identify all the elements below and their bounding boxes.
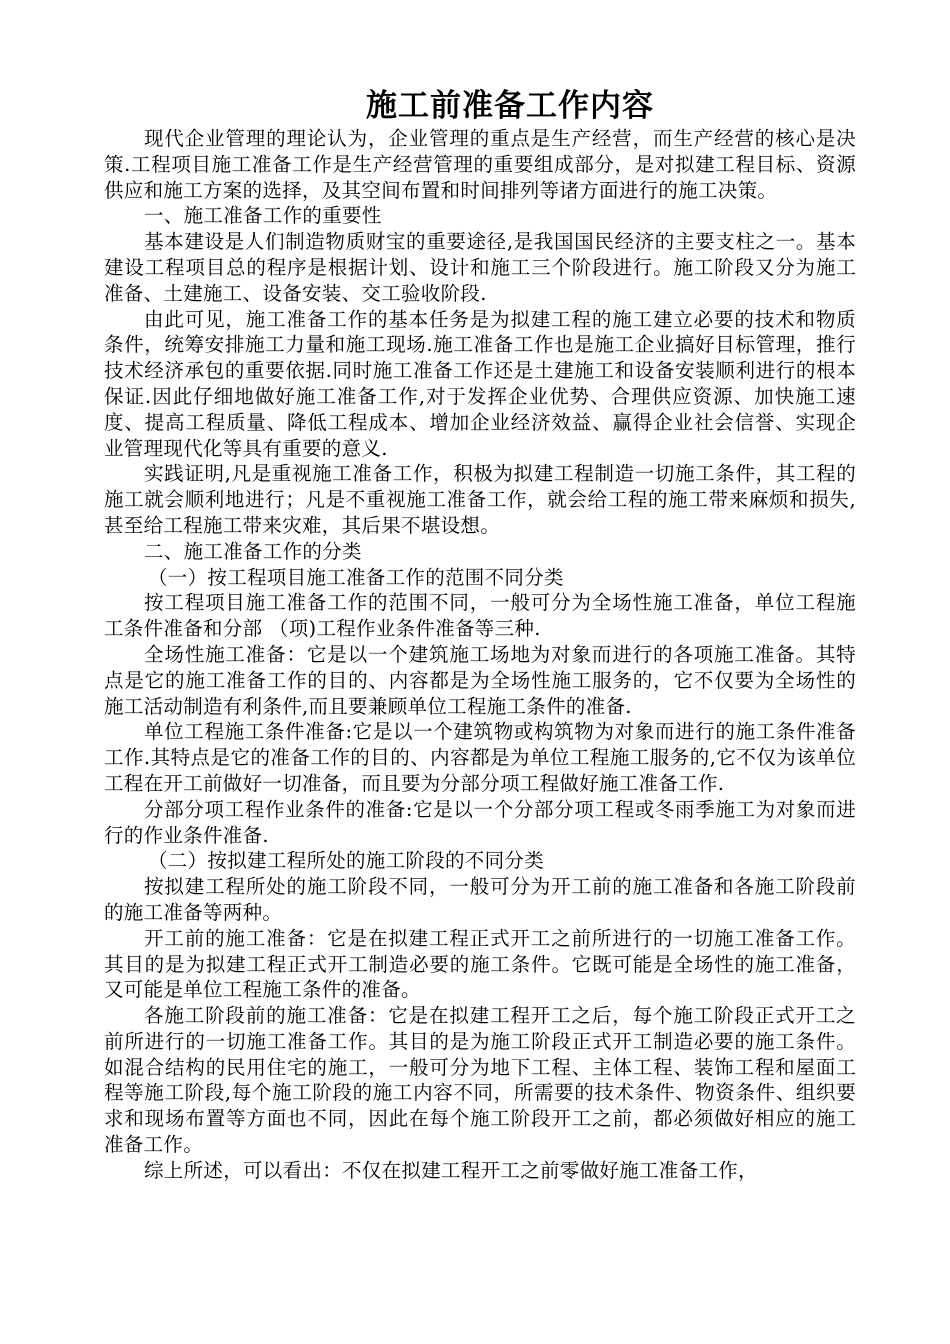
paragraph-basic-construction: 基本建设是人们制造物质财宝的重要途径,是我国国民经济的主要支柱之一。基本建设工程项目总的程序是根据计划、设计和施工三个阶段进行。施工阶段又分为施工准备、土建施工、设备安装、交工验收阶段.	[104, 230, 856, 305]
paragraph-site-wide: 全场性施工准备：它是以一个建筑施工场地为对象而进行的各项施工准备。其特点是它的施工准备工作的目的、内容都是为全场性施工服务的，它不仅要为全场性的施工活动制造有利条件,而且要兼顾单位工程施工条件的准备.	[104, 642, 856, 718]
paragraph-unit-project: 单位工程施工条件准备:它是以一个建筑物或构筑物为对象而进行的施工条件准备工作.其特点是它的准备工作的目的、内容都是为单位工程施工服务的,它不仅为该单位工程在开工前做好一切准备，而且要为分部分项工程做好施工准备工作.	[104, 720, 856, 795]
section-heading-importance: 一、施工准备工作的重要性	[144, 204, 382, 228]
paragraph-scope-types: 按工程项目施工准备工作的范围不同，一般可分为全场性施工准备，单位工程施工条件准备和分部 （项)工程作业条件准备等三种.	[104, 591, 856, 641]
paragraph-basic-task: 由此可见，施工准备工作的基本任务是为拟建工程的施工建立必要的技术和物质条件，统筹安排施工力量和施工现场.施工准备工作也是施工企业搞好目标管理，推行技术经济承包的重要依据.同时施工准备工作还是土建施工和设备安装顺利进行的根本保证.因此仔细地做好施工准备工作,对于发挥企业优势、合理供应资源、加快施工速度、提高工程质量、降低工程成本、增加企业经济效益、赢得企业社会信誉、实现企业管理现代化等具有重要的意义.	[104, 307, 856, 460]
document-page	[104, 86, 856, 1184]
paragraph-practice: 实践证明,凡是重视施工准备工作，积极为拟建工程制造一切施工条件，其工程的施工就会顺利地进行；凡是不重视施工准备工作，就会给工程的施工带来麻烦和损失,甚至给工程施工带来灾难，其后果不堪设想。	[104, 462, 856, 537]
paragraph-sub-item: 分部分项工程作业条件的准备:它是以一个分部分项工程或冬雨季施工为对象而进行的作业条件准备.	[104, 797, 856, 847]
paragraph-intro: 现代企业管理的理论认为，企业管理的重点是生产经营，而生产经营的核心是决策.工程项目施工准备工作是生产经营管理的重要组成部分，是对拟建工程目标、资源供应和施工方案的选择，及其空间布置和时间排列等诸方面进行的施工决策。	[104, 127, 856, 202]
paragraph-pre-start: 开工前的施工准备：它是在拟建工程正式开工之前所进行的一切施工准备工作。其目的是为拟建工程正式开工制造必要的施工条件。它既可能是全场性的施工准备，又可能是单位工程施工条件的准备。	[104, 926, 856, 1002]
paragraph-stage-types: 按拟建工程所处的施工阶段不同，一般可分为开工前的施工准备和各施工阶段前的施工准备等两种。	[104, 875, 856, 924]
document-title: 施工前准备工作内容	[366, 88, 654, 124]
paragraph-each-stage: 各施工阶段前的施工准备：它是在拟建工程开工之后，每个施工阶段正式开工之前所进行的一切施工准备工作。其目的是为施工阶段正式开工制造必要的施工条件。如混合结构的民用住宅的施工，一般可分为地下工程、主体工程、装饰工程和屋面工程等施工阶段,每个施工阶段的施工内容不同，所需要的技术条件、物资条件、组织要求和现场布置等方面也不同，因此在每个施工阶段开工之前，都必须做好相应的施工准备工作。	[104, 1004, 856, 1157]
paragraph-summary: 综上所述，可以看出：不仅在拟建工程开工之前零做好施工准备工作，	[144, 1158, 758, 1182]
section-heading-classification: 二、施工准备工作的分类	[144, 539, 362, 563]
subheading-by-stage: （二）按拟建工程所处的施工阶段的不同分类	[148, 849, 545, 873]
subheading-by-scope: （一）按工程项目施工准备工作的范围不同分类	[148, 565, 564, 589]
